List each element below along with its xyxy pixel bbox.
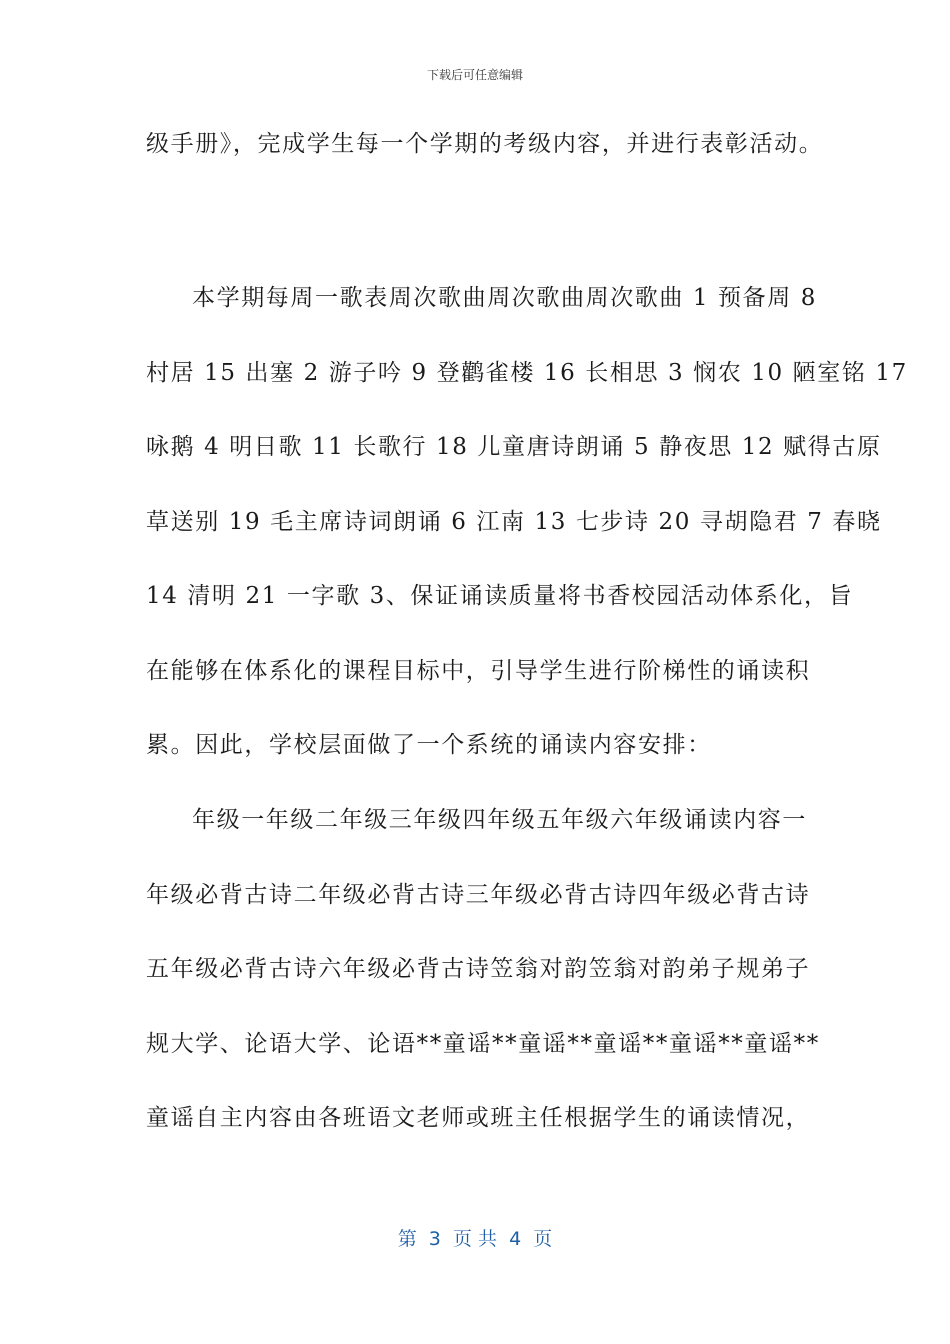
paragraph-line: 本学期每周一歌表周次歌曲周次歌曲周次歌曲 1 预备周 8 [192, 285, 817, 311]
paragraph-line: 累。因此，学校层面做了一个系统的诵读内容安排： [146, 732, 712, 758]
paragraph-line: 在能够在体系化的课程目标中，引导学生进行阶梯性的诵读积 [146, 657, 811, 684]
paragraph-3 [146, 783, 820, 1156]
paragraph-line: 咏鹅 4 明日歌 11 长歌行 18 儿童唐诗朗诵 5 静夜思 12 赋得古原 [146, 434, 882, 460]
paragraph-line: 年级一年级二年级三年级四年级五年级六年级诵读内容一 [192, 807, 807, 833]
page-header-note: 下载后可任意编辑 [426, 68, 523, 82]
paragraph-line: 规大学、论语大学、论语**童谣**童谣**童谣**童谣**童谣** [146, 1030, 820, 1057]
paragraph-line: 村居 15 出塞 2 游子吟 9 登鹳雀楼 16 长相思 3 悯农 10 陋室铭 17 [146, 359, 908, 386]
page-number-footer: 第 3 页 共 4 页 [397, 1228, 553, 1250]
paragraph-line: 年级必背古诗二年级必背古诗三年级必背古诗四年级必背古诗 [146, 881, 811, 908]
paragraph-line: 童谣自主内容由各班语文老师或班主任根据学生的诵读情况， [146, 1105, 811, 1131]
paragraph-line: 五年级必背古诗六年级必背古诗笠翁对韵笠翁对韵弟子规弟子 [146, 956, 811, 982]
paragraph-1 [146, 107, 824, 182]
paragraph-line: 级手册》，完成学生每一个学期的考级内容，并进行表彰活动。 [146, 131, 824, 157]
paragraph-2 [146, 261, 908, 783]
paragraph-line: 14 清明 21 一字歌 3、保证诵读质量将书香校园活动体系化，旨 [146, 583, 854, 609]
paragraph-line: 草送别 19 毛主席诗词朗诵 6 江南 13 七步诗 20 寻胡隐君 7 春晓 [146, 508, 882, 535]
